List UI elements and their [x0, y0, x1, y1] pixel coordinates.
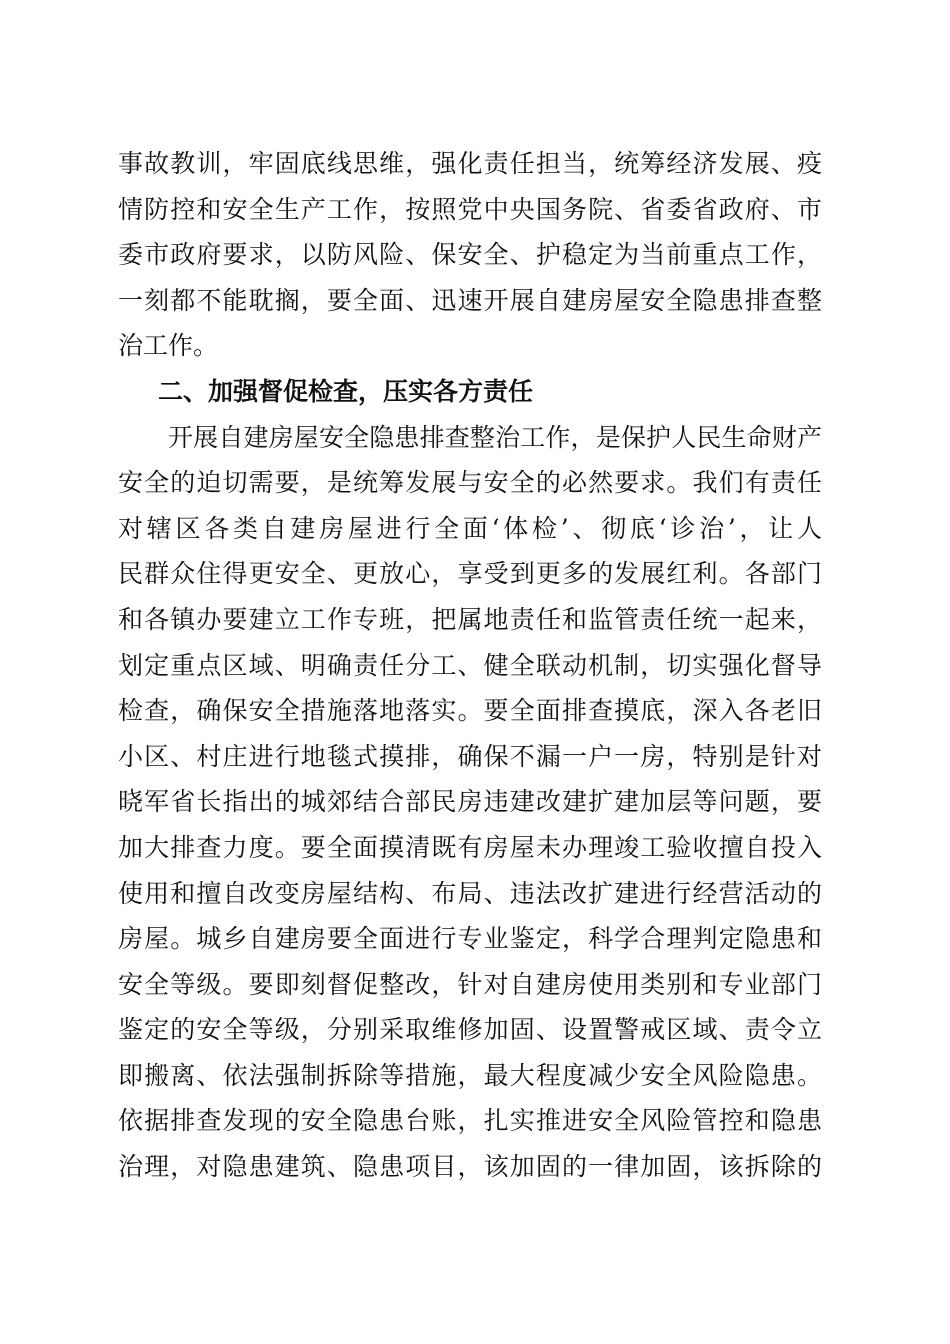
body-line: 检查，确保安全措施落地落实。要全面排查摸底，深入各老旧: [118, 696, 822, 726]
document-body: [118, 141, 822, 1190]
body-line: 加大排查力度。要全面摸清既有房屋未办理竣工验收擅自投入: [118, 832, 822, 862]
body-line: 划定重点区域、明确责任分工、健全联动机制，切实强化督导: [118, 650, 822, 680]
body-line: 开展自建房屋安全隐患排查整治工作，是保护人民生命财产: [168, 422, 822, 452]
body-line: 鉴定的安全等级，分别采取维修加固、设置警戒区域、责令立: [118, 1015, 822, 1045]
body-line: 治理，对隐患建筑、隐患项目，该加固的一律加固，该拆除的: [118, 1152, 822, 1182]
body-line: 房屋。城乡自建房要全面进行专业鉴定，科学合理判定隐患和: [118, 924, 822, 954]
body-line: 依据排查发现的安全隐患台账，扎实推进安全风险管控和隐患: [118, 1106, 822, 1136]
section-heading: 二、加强督促检查，压实各方责任: [158, 376, 534, 406]
body-line: 和各镇办要建立工作专班，把属地责任和监管责任统一起来，: [118, 604, 822, 634]
body-line: 使用和擅自改变房屋结构、布局、违法改扩建进行经营活动的: [118, 878, 822, 908]
body-line: 一刻都不能耽搁，要全面、迅速开展自建房屋安全隐患排查整: [118, 285, 822, 315]
body-line: 晓军省长指出的城郊结合部民房违建改建扩建加层等问题，要: [118, 787, 822, 817]
body-line: 安全等级。要即刻督促整改，针对自建房使用类别和专业部门: [118, 969, 822, 999]
body-line: 小区、村庄进行地毯式摸排，确保不漏一户一房，特别是针对: [118, 741, 822, 771]
body-line: 安全的迫切需要，是统筹发展与安全的必然要求。我们有责任: [118, 468, 822, 498]
body-line: 对辖区各类自建房屋进行全面‘体检’、彻底‘诊治’，让人: [118, 513, 822, 543]
body-line: 治工作。: [118, 331, 219, 361]
body-line: 事故教训，牢固底线思维，强化责任担当，统筹经济发展、疫: [118, 149, 822, 178]
body-line: 情防控和安全生产工作，按照党中央国务院、省委省政府、市: [118, 194, 822, 224]
body-line: 委市政府要求，以防风险、保安全、护稳定为当前重点工作，: [118, 240, 822, 270]
body-line: 即搬离、依法强制拆除等措施，最大程度减少安全风险隐患。: [118, 1060, 822, 1090]
body-line: 民群众住得更安全、更放心，享受到更多的发展红利。各部门: [118, 559, 822, 589]
